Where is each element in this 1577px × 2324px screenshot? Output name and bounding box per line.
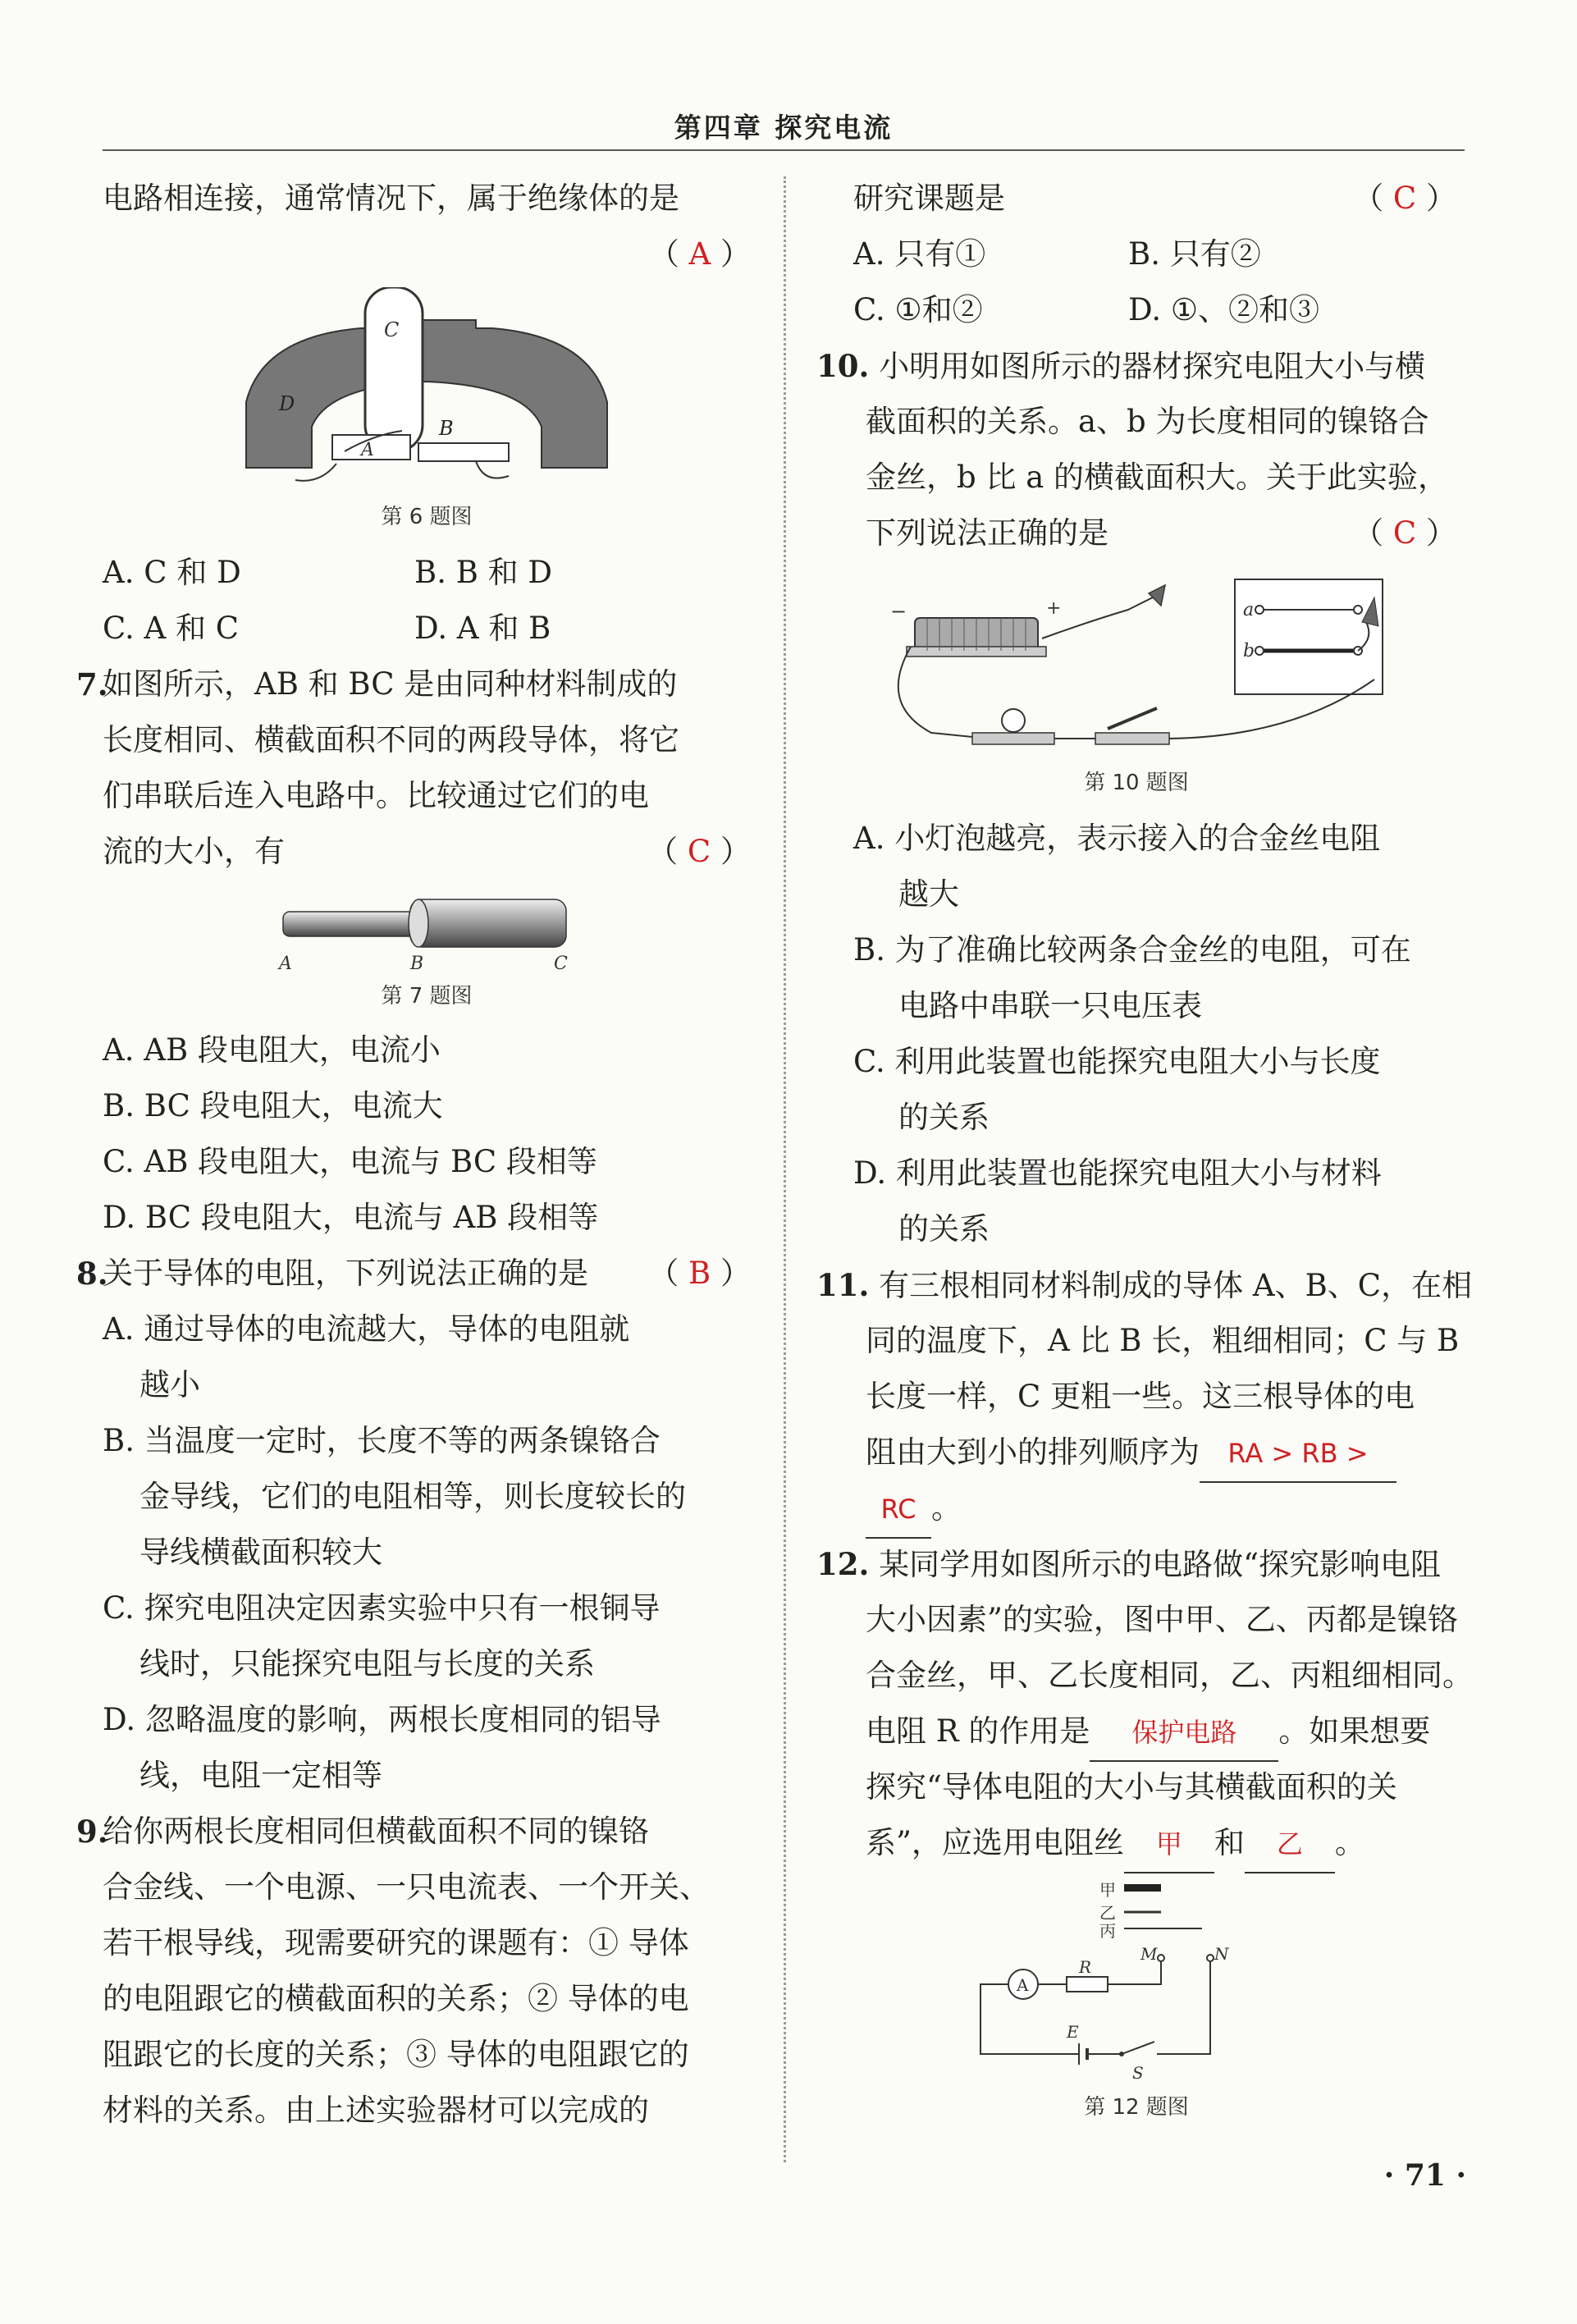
q7-option-d: D. BC 段电阻大，电流与 AB 段相等 xyxy=(103,1200,599,1235)
q7-line-1 xyxy=(76,656,751,712)
q8-option-d-1 xyxy=(103,1692,751,1748)
q6-figure xyxy=(230,287,624,492)
q9-option-a: A. 只有① xyxy=(853,236,986,272)
q12-number: 12. xyxy=(816,1546,870,1582)
q9-tail-line xyxy=(816,171,1456,226)
chapter-title: 第四章 探究电流 xyxy=(674,112,894,144)
q8-answer: B xyxy=(688,1256,711,1291)
q10-line-3: 金丝，b 比 a 的横截面积大。关于此实验， xyxy=(866,460,1449,495)
q6-answer-bracket: （ A ） xyxy=(648,236,751,272)
q11-line-5 xyxy=(816,1480,1456,1536)
left-column xyxy=(76,171,751,2139)
q12-label-yi: 乙 xyxy=(1099,1903,1116,1923)
q12-label-m: M xyxy=(1140,1944,1158,1964)
q6-options-row1 xyxy=(103,545,751,601)
q7-figure xyxy=(271,891,583,973)
q10-text-1: 小明用如图所示的器材探究电阻大小与横 xyxy=(879,349,1426,384)
lamp-socket-diagram xyxy=(230,287,624,492)
q7-line-4 xyxy=(103,824,751,880)
q12-line-1 xyxy=(816,1536,1456,1592)
q12-label-n: N xyxy=(1214,1944,1229,1964)
conductor-diagram xyxy=(271,891,583,973)
q12-figure xyxy=(964,1878,1309,2091)
q12-label-jia: 甲 xyxy=(1099,1880,1116,1900)
q9-option-b: B. 只有② xyxy=(1128,236,1261,272)
q8-answer-bracket: （ B ） xyxy=(648,1256,751,1291)
q8-b-text-1: B. 当温度一定时，长度不等的两条镍铬合 xyxy=(103,1423,661,1458)
q8-stem: 关于导体的电阻，下列说法正确的是 xyxy=(103,1256,588,1291)
q12-label-e: E xyxy=(1067,2022,1079,2042)
q11-number: 11. xyxy=(816,1267,870,1303)
q12-label-ammeter: A xyxy=(1017,1975,1029,1995)
q10-option-d-2: 的关系 xyxy=(898,1211,990,1247)
q8-a-text-1: A. 通过导体的电流越大，导体的电阻就 xyxy=(103,1311,630,1347)
q11-text-4: 阻由大到小的排列顺序为 xyxy=(866,1434,1200,1470)
q8-option-a-2 xyxy=(103,1357,751,1413)
q7-line-3 xyxy=(103,768,751,824)
q6-option-a: A. C 和 D xyxy=(103,555,241,590)
q12-answer-3: 乙 xyxy=(1245,1816,1335,1873)
q10-answer: C xyxy=(1392,515,1417,551)
q10-option-b-2: 电路中串联一只电压表 xyxy=(898,988,1202,1023)
q8-number: 8. xyxy=(76,1256,108,1292)
q7-line-2 xyxy=(103,712,751,768)
q8-d-text-1: D. 忽略温度的影响，两根长度相同的铝导 xyxy=(103,1702,661,1737)
q10-label-b: b xyxy=(1243,641,1255,661)
q9-line-3: 若干根导线，现需要研究的课题有：① 导体 xyxy=(103,1925,689,1960)
q9-tail: 研究课题是 xyxy=(853,181,1005,216)
q10-option-a-1: A. 小灯泡越亮，表示接入的合金丝电阻 xyxy=(853,821,1381,856)
q11-text-1: 有三根相同材料制成的导体 A、B、C，在相 xyxy=(879,1268,1473,1303)
q12-text-4a: 电阻 R 的作用是 xyxy=(866,1713,1090,1749)
q7-label-b: B xyxy=(410,954,424,973)
q12-line-2: 大小因素”的实验，图中甲、乙、丙都是镍铬 xyxy=(866,1602,1458,1637)
q12-label-bing: 丙 xyxy=(1099,1921,1116,1941)
q10-label-a: a xyxy=(1243,600,1255,620)
q8-option-d-2 xyxy=(103,1748,751,1804)
q6-option-b: B. B 和 D xyxy=(414,555,553,590)
q10-number: 10. xyxy=(816,348,870,384)
q7-text-2: 长度相同、横截面积不同的两段导体，将它 xyxy=(103,722,679,757)
q12-line-5: 探究“导体电阻的大小与其横截面积的关 xyxy=(866,1769,1397,1805)
q9-option-d: D. ①、②和③ xyxy=(1128,292,1320,327)
q10-line-4 xyxy=(816,506,1456,561)
q7-option-a: A. AB 段电阻大，电流小 xyxy=(103,1032,441,1068)
q9-line-6: 材料的关系。由上述实验器材可以完成的 xyxy=(103,2093,649,2128)
q9-answer: C xyxy=(1392,181,1417,216)
q10-option-a-2: 越大 xyxy=(898,876,959,912)
right-column xyxy=(816,171,1473,2124)
q10-answer-bracket: （ C ） xyxy=(1353,515,1456,551)
q12-line-6 xyxy=(816,1815,1456,1871)
q10-option-c-2: 的关系 xyxy=(898,1100,990,1135)
q6-option-c: C. A 和 C xyxy=(103,611,240,646)
q7-text-4: 流的大小，有 xyxy=(103,834,285,869)
q8-c-text-2: 线时，只能探究电阻与长度的关系 xyxy=(139,1646,595,1681)
q10-line-1 xyxy=(816,338,1456,394)
q8-option-c-2 xyxy=(103,1636,751,1692)
q9-options-row2 xyxy=(816,282,1456,338)
q12-caption: 第 12 题图 xyxy=(1084,2095,1189,2120)
q12-text-6b: 和 xyxy=(1214,1825,1245,1860)
q11-line-4 xyxy=(816,1425,1456,1480)
q6-caption: 第 6 题图 xyxy=(381,505,473,529)
q11-line-2: 同的温度下，A 比 B 长，粗细相同；C 与 B xyxy=(866,1323,1460,1358)
q8-option-b-3 xyxy=(103,1525,751,1581)
q8-stem-line xyxy=(76,1246,751,1302)
q10-minus: − xyxy=(890,600,907,623)
q12-text-6c: 。 xyxy=(1334,1825,1365,1860)
q11-answer-2: RC xyxy=(866,1481,931,1539)
q10-line-2: 截面积的关系。a、b 为长度相同的镍铬合 xyxy=(866,404,1429,439)
q9-number: 9. xyxy=(76,1814,108,1850)
q6-options-row2 xyxy=(103,601,751,656)
q6-label-d: D xyxy=(279,392,295,415)
q12-text-4b: 。如果想要 xyxy=(1278,1713,1431,1749)
q6-answer: A xyxy=(688,236,711,272)
q9-answer-bracket: （ C ） xyxy=(1353,181,1456,216)
q8-b-text-3: 导线横截面积较大 xyxy=(139,1535,382,1570)
q6-option-d: D. A 和 B xyxy=(414,611,551,646)
q10-plus: + xyxy=(1046,598,1062,619)
q7-caption: 第 7 题图 xyxy=(381,984,473,1009)
q9-text-1: 给你两根长度相同但横截面积不同的镍铬 xyxy=(103,1814,649,1849)
q8-d-text-2: 线，电阻一定相等 xyxy=(139,1758,382,1793)
q8-option-a-1 xyxy=(103,1302,751,1357)
q7-label-c: C xyxy=(554,954,568,973)
q12-label-r: R xyxy=(1079,1957,1092,1977)
q11-line-1 xyxy=(816,1257,1473,1313)
page-number: · 71 · xyxy=(1383,2158,1466,2193)
q8-c-text-1: C. 探究电阻决定因素实验中只有一根铜导 xyxy=(103,1590,661,1626)
q7-number: 7. xyxy=(76,666,108,702)
q9-line-5: 阻跟它的长度的关系；③ 导体的电阻跟它的 xyxy=(103,2037,689,2072)
q12-answer-2: 甲 xyxy=(1124,1816,1214,1873)
q12-answer-1: 保护电路 xyxy=(1090,1704,1278,1762)
q6-stem-text: 电路相连接，通常情况下，属于绝缘体的是 xyxy=(103,181,679,216)
q10-option-d-1: D. 利用此装置也能探究电阻大小与材料 xyxy=(853,1155,1382,1191)
column-divider xyxy=(784,176,786,2162)
q10-option-c-1: C. 利用此装置也能探究电阻大小与长度 xyxy=(853,1044,1381,1079)
q8-option-b-2 xyxy=(103,1469,751,1525)
q7-option-b: B. BC 段电阻大，电流大 xyxy=(103,1088,443,1123)
q6-label-a: A xyxy=(361,440,374,460)
q11-line-3: 长度一样，C 更粗一些。这三根导体的电 xyxy=(866,1379,1415,1414)
q7-answer: C xyxy=(687,834,711,869)
q7-label-a: A xyxy=(279,954,292,973)
q11-answer-1: RA > RB > xyxy=(1200,1425,1396,1483)
q10-caption: 第 10 题图 xyxy=(1084,771,1189,795)
q8-b-text-2: 金导线，它们的电阻相等，则长度较长的 xyxy=(139,1479,686,1514)
q10-text-4: 下列说法正确的是 xyxy=(866,515,1108,551)
resistance-experiment-diagram xyxy=(882,573,1391,762)
q7-text-1: 如图所示，AB 和 BC 是由同种材料制成的 xyxy=(103,666,678,702)
q9-option-c: C. ①和② xyxy=(853,292,983,327)
q7-text-3: 们串联后连入电路中。比较通过它们的电 xyxy=(103,778,649,813)
q12-line-3: 合金丝，甲、乙长度相同，乙、丙粗细相同。 xyxy=(866,1658,1473,1693)
q8-option-b-1 xyxy=(103,1413,751,1469)
q9-line-4: 的电阻跟它的横截面积的关系；② 导体的电 xyxy=(103,1981,689,2016)
q11-end: 。 xyxy=(931,1490,962,1526)
q6-stem xyxy=(103,171,751,226)
q9-line-1 xyxy=(76,1804,751,1860)
q10-option-b-1: B. 为了准确比较两条合金丝的电阻，可在 xyxy=(853,932,1411,968)
q7-option-c: C. AB 段电阻大，电流与 BC 段相等 xyxy=(103,1144,597,1179)
q12-text-6a: 系”，应选用电阻丝 xyxy=(866,1825,1124,1860)
page-header xyxy=(103,100,1465,151)
q8-option-c-1 xyxy=(103,1581,751,1636)
q7-answer-bracket: （ C ） xyxy=(647,834,751,869)
q10-figure xyxy=(882,573,1391,762)
q6-label-b: B xyxy=(439,417,454,440)
q12-text-1: 某同学用如图所示的电路做“探究影响电阻 xyxy=(879,1547,1442,1582)
q9-options-row1 xyxy=(816,226,1456,282)
q6-label-c: C xyxy=(384,318,400,341)
q12-label-s: S xyxy=(1132,2063,1144,2083)
q9-line-2: 合金线、一个电源、一只电流表、一个开关、 xyxy=(103,1869,710,1905)
q8-a-text-2: 越小 xyxy=(139,1367,200,1402)
q12-circuit-diagram xyxy=(964,1878,1309,2091)
q6-answer-line xyxy=(103,226,751,282)
q12-line-4 xyxy=(816,1704,1456,1759)
